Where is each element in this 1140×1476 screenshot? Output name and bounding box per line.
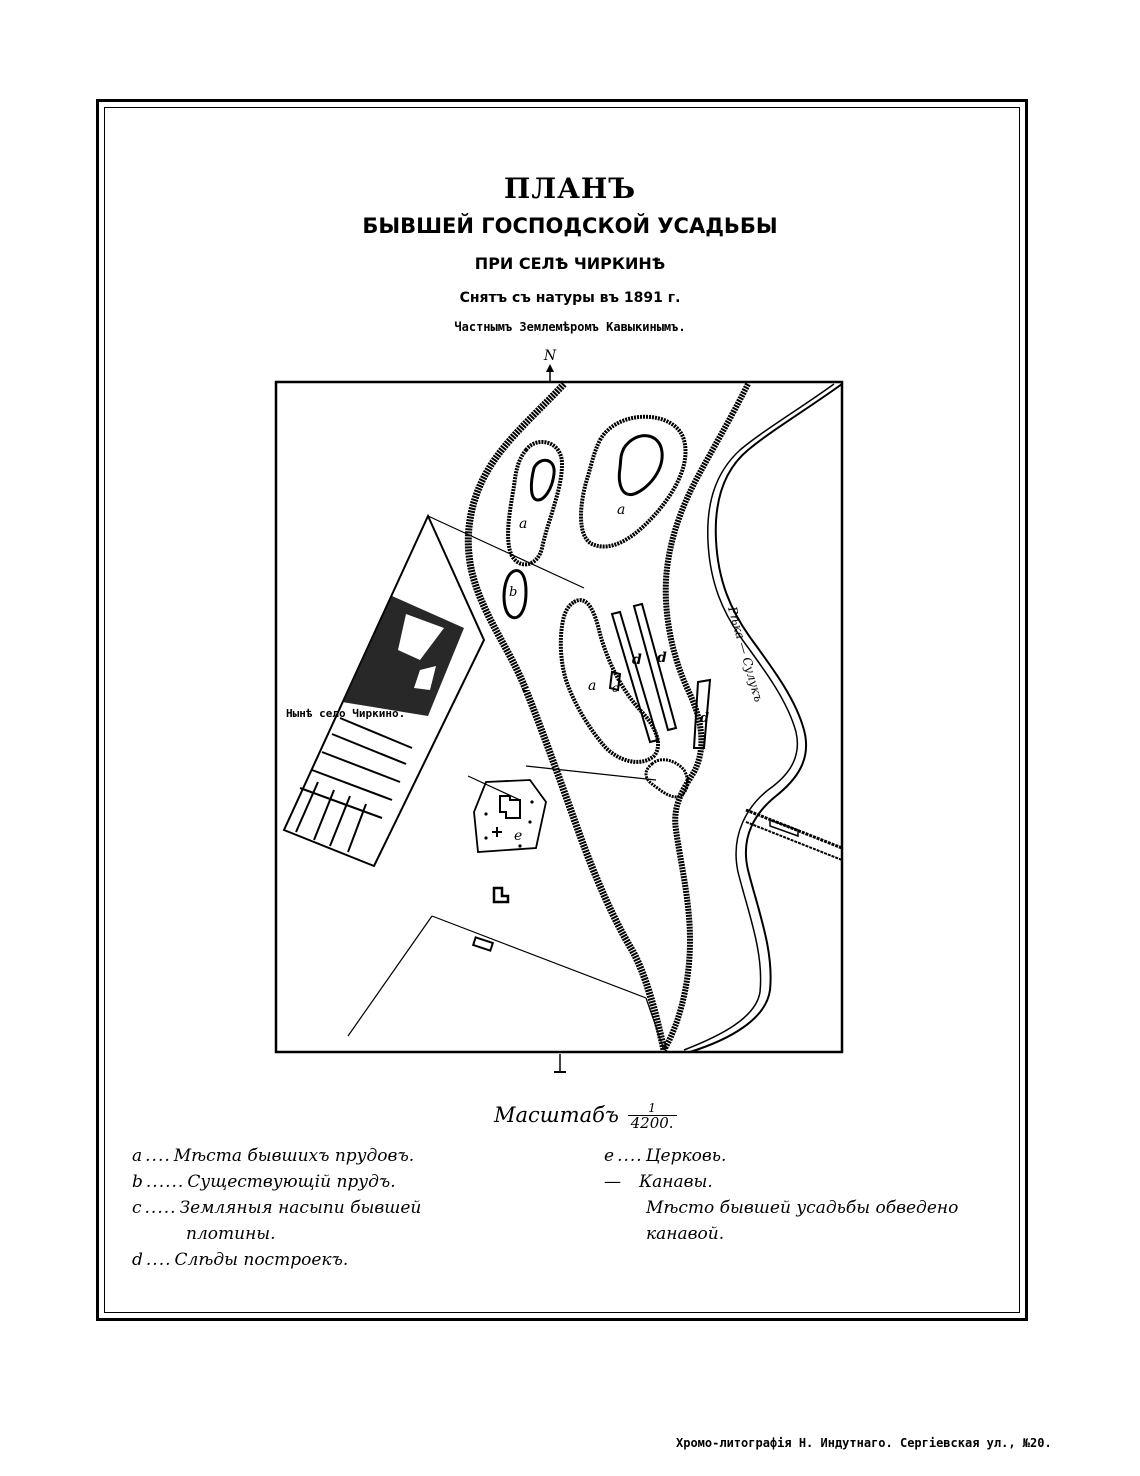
- estate-ditch: [348, 516, 664, 1050]
- remains-mark-d-3: d: [700, 711, 710, 726]
- legend-item-d: d .... Слѣды построекъ.: [132, 1250, 349, 1270]
- scale-denominator: 4200.: [628, 1115, 677, 1132]
- survey-date: Снятъ съ натуры въ 1891 г.: [459, 290, 681, 306]
- church-enclosure: [474, 780, 546, 852]
- south-tick: [554, 1054, 566, 1072]
- former-pond-north: [581, 417, 685, 547]
- small-building: [494, 888, 508, 902]
- embankment-mark-c: c: [612, 681, 619, 695]
- scale-label: Масштабъ: [494, 1103, 619, 1128]
- church-mark-e: e: [514, 828, 523, 844]
- side-channel-2: [746, 822, 842, 860]
- north-arrow: [546, 364, 554, 382]
- pond-mark-b: b: [509, 585, 518, 600]
- river-channel-outer: [690, 384, 842, 1052]
- river-left-bank: [468, 384, 664, 1050]
- map-scale: [494, 1102, 677, 1131]
- river-label: Рѣка — Сулукъ: [725, 604, 766, 704]
- building-mark-b: b: [491, 900, 492, 901]
- pond-mark-a-north: a: [617, 502, 626, 518]
- pond-inner-north: [619, 436, 662, 495]
- village-block: [284, 516, 484, 866]
- legend-item-e: e .... Церковь.: [604, 1146, 727, 1166]
- remains-mark-d-1: d: [632, 652, 642, 668]
- legend-item-c: c ..... Земляныя насыпи бывшей: [132, 1198, 422, 1218]
- small-shed: [473, 937, 493, 950]
- surveyor: Частнымъ Землемѣромъ Кавыкинымъ.: [454, 320, 686, 334]
- pond-inner-west: [531, 460, 554, 500]
- legend-item-a: a .... Мѣста бывшихъ прудовъ.: [132, 1146, 415, 1166]
- map-title: ПЛАНЪ: [503, 172, 637, 205]
- village-label: Нынѣ село Чиркино.: [286, 707, 406, 720]
- former-pond-south: [561, 600, 658, 762]
- scale-numerator: 1: [648, 1101, 656, 1115]
- scale-fraction: [628, 1102, 677, 1131]
- legend-item-ditch: — Канавы.: [604, 1172, 713, 1192]
- legend-item-c-cont: плотины.: [186, 1224, 276, 1244]
- building-remains: [610, 604, 710, 748]
- map-location: ПРИ СЕЛѢ ЧИРКИНѢ: [474, 254, 666, 273]
- remains-mark-d-2: d: [657, 650, 667, 666]
- pond-mark-a-west: a: [519, 516, 528, 532]
- legend-item-estate-note: Мѣсто бывшей усадьбы обведено: [646, 1198, 959, 1218]
- map-subtitle: БЫВШЕЙ ГОСПОДСКОЙ УСАДЬБЫ: [362, 214, 778, 238]
- former-pond-west: [508, 442, 562, 564]
- legend-item-b: b ...... Существующій прудъ.: [132, 1172, 396, 1192]
- pond-mark-a-south: a: [588, 678, 597, 694]
- legend-item-estate-note-cont: канавой.: [646, 1224, 725, 1244]
- printer-imprint: Хромо-литографія Н. Индутнаго. Сергіевская ул., №20.: [676, 1436, 1052, 1450]
- north-label: N: [543, 348, 557, 364]
